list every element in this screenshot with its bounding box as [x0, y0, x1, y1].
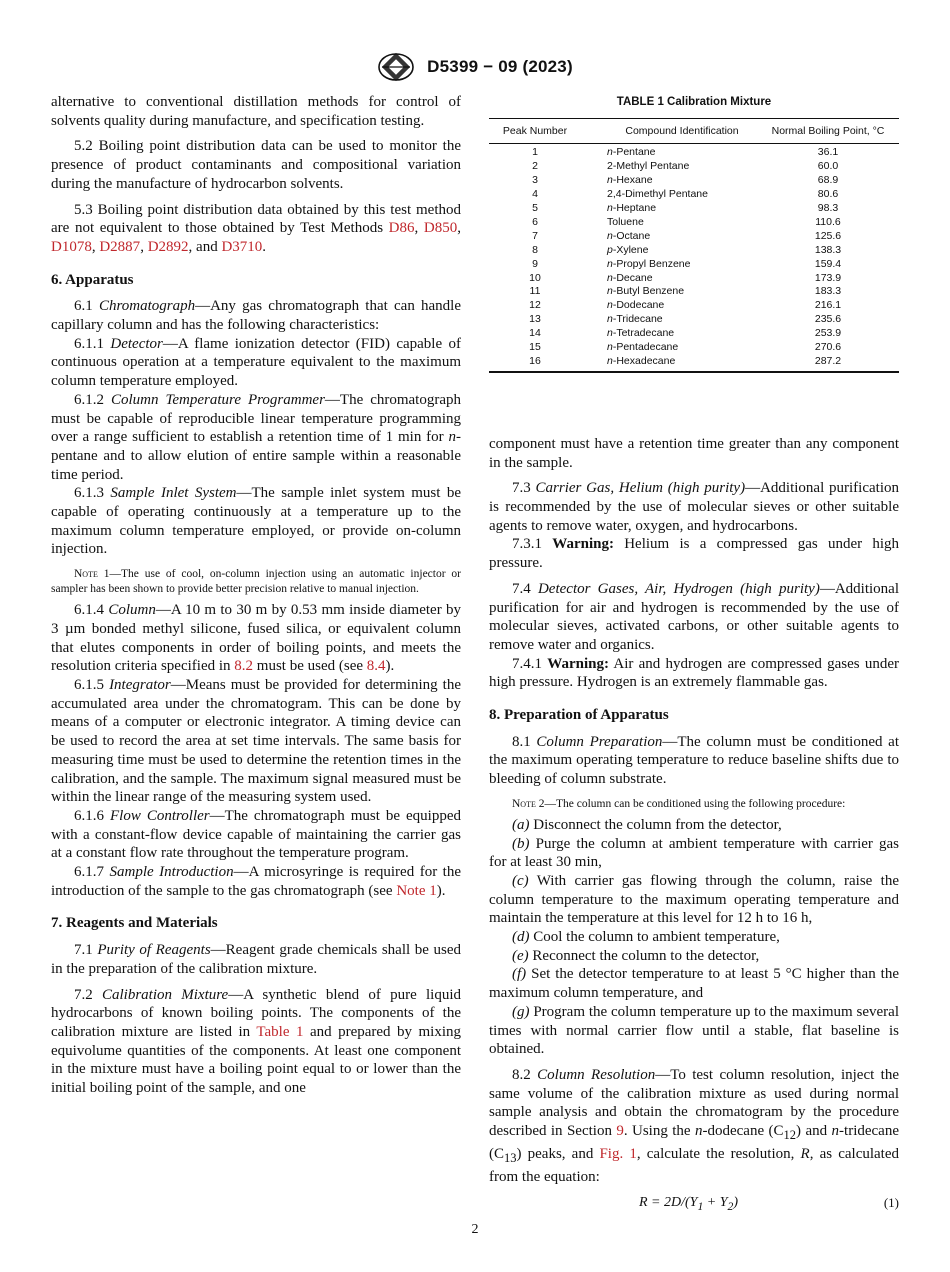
boiling-point-cell: 110.6 — [815, 215, 841, 228]
section-6-heading: 6. Apparatus — [51, 271, 134, 288]
compound-cell — [581, 341, 757, 355]
compound-cell — [581, 174, 757, 188]
compound-cell — [581, 216, 757, 230]
compound-prefix: p — [607, 243, 613, 256]
peak-number-cell: 15 — [529, 341, 541, 354]
paragraph-6-1-4: 6.1.4 Column—A 10 m to 30 m by 0.53 mm inside diameter by 3 µm bonded methyl silicone, fused silica, or equivalent column that elutes components in order of boiling points, and meets the resolution criteria specified in 8.2 must be used (see 8.4). — [51, 602, 462, 675]
table-row — [489, 202, 899, 216]
table-header-row — [489, 118, 899, 144]
compound-cell — [581, 272, 757, 286]
boiling-point-cell: 36.1 — [817, 146, 839, 159]
calibration-table — [489, 118, 899, 373]
compound-prefix: n — [607, 174, 613, 187]
boiling-point-cell: 60.0 — [817, 160, 839, 173]
boiling-point-cell: 216.1 — [814, 299, 842, 312]
table-row — [489, 188, 899, 202]
paragraph-5-1-continued: alternative to conventional distillation methods for control of solvents quality during manufacture, and specification testing. — [51, 94, 461, 129]
page-number: 2 — [471, 1222, 479, 1237]
header-compound: Compound Identification — [581, 118, 757, 144]
header-peak-number: Peak Number — [489, 118, 581, 144]
compound-prefix: n — [607, 299, 613, 312]
boiling-point-cell: 173.9 — [814, 271, 842, 284]
peak-number-cell: 16 — [489, 355, 581, 372]
compound-prefix: n — [607, 202, 613, 215]
peak-number-cell: 5 — [532, 202, 538, 215]
compound-name: -Heptane — [612, 202, 657, 215]
equation-expression: $R = 2D/(Y_1 + Y_2)$ — [639, 1195, 739, 1214]
paragraph-7-4: 7.4 Detector Gases, Air, Hydrogen (high purity)—Additional purification for air and hydrogen is recommended by the use of molecular sieves, activated carbons, or other suitable agents to remove water and organics. — [489, 580, 900, 653]
compound-name: -Dodecane — [612, 299, 665, 312]
peak-number-cell: 14 — [529, 327, 541, 340]
step-b: (b) Purge the column at ambient temperature with carrier gas for at least 30 min, — [489, 835, 899, 871]
boiling-point-cell: 98.3 — [817, 202, 839, 215]
peak-number-cell: 1 — [532, 146, 538, 159]
note-1: Note 1—The use of cool, on-column injection using an automatic injector or sampler has been shown to provide better precision relative to manual injection. — [51, 568, 461, 596]
header-boiling-point: Normal Boiling Point, °C — [757, 118, 899, 144]
compound-name: 2,4-Dimethyl Pentane — [607, 188, 708, 201]
boiling-point-cell: 253.9 — [814, 327, 842, 340]
compound-name: -Hexane — [612, 174, 653, 187]
compound-cell — [581, 230, 757, 244]
equation-number: (1) — [883, 1195, 899, 1211]
table-row — [489, 160, 899, 174]
compound-cell — [581, 188, 757, 202]
peak-number-cell: 4 — [532, 188, 538, 201]
peak-number-cell: 3 — [532, 174, 538, 187]
document-code: D5399 − 09 (2023) — [427, 57, 573, 76]
peak-number-cell: 10 — [529, 271, 541, 284]
table-row — [489, 313, 899, 327]
paragraph-5-2: 5.2 Boiling point distribution data can be used to monitor the presence of product contaminants and compositional variation during the manufacture of hydrocarbon solvents. — [51, 138, 461, 192]
compound-name: -Hexadecane — [612, 355, 676, 367]
left-column — [51, 93, 461, 1098]
compound-name: -Pentadecane — [612, 341, 679, 354]
equation-1 — [489, 1194, 899, 1214]
step-g: (g) Program the column temperature up to the maximum several times with normal carrier flow until a stable, flat baseline is obtained. — [489, 1003, 899, 1058]
compound-prefix: n — [607, 257, 613, 270]
compound-prefix: n — [607, 355, 613, 367]
link-fig-1[interactable]: Fig. 1 — [599, 1145, 637, 1162]
compound-cell — [581, 160, 757, 174]
table-row — [489, 258, 899, 272]
compound-prefix: n — [607, 285, 613, 298]
section-8-heading: 8. Preparation of Apparatus — [489, 707, 669, 724]
right-column — [489, 93, 899, 1214]
table-row — [489, 244, 899, 258]
paragraph-6-1-7: 6.1.7 Sample Introduction—A microsyringe is required for the introduction of the sample to the gas chromatograph (see Note 1). — [51, 864, 462, 899]
table-row — [489, 174, 899, 188]
compound-cell — [581, 327, 757, 341]
paragraph-6-1-5: 6.1.5 Integrator—Means must be provided for determining the accumulated area under the chromatogram. This can be done by means of a computer or electronic integrator. A timing device can be used to record the area at set time intervals. The same basis for measuring time must be used to determine the retention times in the calibration, and the sample. The maximum signal measured must be within the linear range of the measuring system used. — [51, 676, 462, 806]
compound-prefix: n — [607, 146, 613, 159]
boiling-point-cell: 183.3 — [814, 285, 842, 298]
link-d2887[interactable]: D2887 — [99, 238, 141, 255]
link-8-4[interactable]: 8.4 — [366, 658, 386, 675]
boiling-point-cell: 270.6 — [814, 341, 842, 354]
boiling-point-cell: 235.6 — [814, 313, 842, 326]
compound-cell — [581, 202, 757, 216]
boiling-point-cell: 159.4 — [814, 257, 842, 270]
compound-name: -Pentane — [612, 146, 656, 159]
compound-name: Toluene — [607, 215, 644, 228]
compound-name: -Tridecane — [612, 313, 663, 326]
table-row — [489, 341, 899, 355]
link-note-1[interactable]: Note 1 — [396, 882, 437, 899]
paragraph-7-4-1: 7.4.1 Warning: Air and hydrogen are compressed gases under high pressure. Hydrogen is an extremely flammable gas. — [489, 655, 899, 691]
compound-name: 2-Methyl Pentane — [607, 160, 690, 173]
paragraph-7-2: 7.2 Calibration Mixture—A synthetic blend of pure liquid hydrocarbons of known boiling points. The components of the calibration mixture are listed in Table 1 and prepared by mixing equivolume quantities of the components. At least one component in the mixture must have a boiling point equal to or lower than the initial boiling point of the sample, and one — [51, 986, 462, 1097]
astm-logo-icon — [377, 52, 415, 82]
peak-number-cell: 2 — [532, 160, 538, 173]
compound-prefix: n — [607, 271, 613, 284]
page-header — [0, 52, 950, 82]
paragraph-7-1: 7.1 Purity of Reagents—Reagent grade chemicals shall be used in the preparation of the calibration mixture. — [51, 942, 461, 977]
compound-name: -Xylene — [612, 243, 649, 256]
link-d3710[interactable]: D3710 — [221, 238, 263, 255]
paragraph-6-1-2: 6.1.2 Column Temperature Programmer—The chromatograph must be capable of reproducible linear temperature programming over a range sufficient to establish a retention time of 1 min for n-pentane and to allow elution of entire sample within a reasonable time period. — [51, 391, 461, 483]
table-row — [489, 144, 899, 160]
compound-prefix: n — [607, 313, 613, 326]
boiling-point-cell: 138.3 — [814, 243, 842, 256]
compound-name: -Propyl Benzene — [612, 257, 691, 270]
paragraph-7-3-1: 7.3.1 Warning: Helium is a compressed gas under high pressure. — [489, 536, 900, 572]
compound-cell — [581, 285, 757, 299]
peak-number-cell: 7 — [532, 229, 538, 242]
compound-prefix: n — [607, 327, 613, 340]
link-d86[interactable]: D86 — [388, 220, 415, 237]
table-row — [489, 355, 899, 372]
paragraph-6-1-1: 6.1.1 Detector—A flame ionization detector (FID) capable of continuous operation at a temperature equivalent to the maximum column temperature employed. — [51, 335, 461, 390]
boiling-point-cell: 287.2 — [757, 355, 899, 372]
compound-cell — [581, 144, 757, 160]
table-row — [489, 327, 899, 341]
boiling-point-cell: 80.6 — [817, 188, 839, 201]
link-d1078[interactable]: D1078 — [51, 238, 92, 255]
peak-number-cell: 12 — [529, 299, 541, 312]
paragraph-5-3: 5.3 Boiling point distribution data obtained by this test method are not equivalent to those obtained by Test Methods D86, D850, D1078, D2887, D2892, and D3710. — [51, 201, 461, 255]
compound-prefix: n — [607, 229, 613, 242]
paragraph-8-2: 8.2 Column Resolution—To test column resolution, inject the same volume of the calibration mixture as used during normal sample analysis and obtain the chromatogram by the procedure described in Section 9. Using the n-dodecane $(C_{12})$ and n-tridecane $(C_{13})$ peaks, and Fig. 1, calculate the resolution, R, as calculated from the equation: — [489, 1067, 900, 1185]
paragraph-7-2-continued: component must have a retention time greater than any component in the sample. — [489, 435, 899, 471]
paragraph-7-3: 7.3 Carrier Gas, Helium (high purity)—Additional purification is recommended by the use of molecular sieves or other suitable agents to remove water, oxygen, and hydrocarbons. — [489, 480, 899, 534]
table-1-title: TABLE 1 Calibration Mixture — [616, 96, 772, 108]
paragraph-6-1: 6.1 Chromatograph—Any gas chromatograph that can handle capillary column and has the following characteristics: — [51, 298, 461, 334]
boiling-point-cell: 68.9 — [817, 174, 839, 187]
compound-name: -Decane — [612, 271, 653, 284]
link-table-1[interactable]: Table 1 — [256, 1023, 304, 1040]
table-row — [489, 216, 899, 230]
boiling-point-cell: 125.6 — [814, 229, 842, 242]
peak-number-cell: 9 — [532, 257, 538, 270]
step-c: (c) With carrier gas flowing through the column, raise the column temperature to the maximum operating temperature and maintain the temperature at this level for 12 h to 16 h, — [489, 872, 899, 927]
step-e: (e) Reconnect the column to the detector, — [512, 947, 760, 964]
compound-prefix: n — [607, 341, 613, 354]
paragraph-6-1-6: 6.1.6 Flow Controller—The chromatograph must be equipped with a constant-flow device capable of maintaining the carrier gas at a constant flow rate throughout the temperature program. — [51, 807, 461, 862]
peak-number-cell: 11 — [529, 285, 541, 298]
paragraph-6-1-3: 6.1.3 Sample Inlet System—The sample inlet system must be capable of operating continuously at a temperature up to the maximum column temperature employed, or provide on-column injection. — [51, 485, 461, 558]
step-d: (d) Cool the column to ambient temperature, — [512, 929, 780, 946]
compound-name: -Octane — [612, 229, 651, 242]
step-a: (a) Disconnect the column from the detector, — [512, 816, 782, 833]
table-body — [489, 144, 899, 372]
compound-name: -Butyl Benzene — [612, 285, 685, 298]
compound-cell — [581, 244, 757, 258]
link-d2892[interactable]: D2892 — [147, 238, 189, 255]
note-2: Note 2—The column can be conditioned using the following procedure: — [512, 797, 846, 810]
section-7-heading: 7. Reagents and Materials — [51, 915, 218, 932]
table-row — [489, 272, 899, 286]
compound-cell — [581, 258, 757, 272]
peak-number-cell: 8 — [532, 243, 538, 256]
compound-name: -Tetradecane — [612, 327, 675, 340]
compound-cell — [581, 299, 757, 313]
peak-number-cell: 6 — [532, 215, 538, 228]
table-row — [489, 285, 899, 299]
paragraph-8-1: 8.1 Column Preparation—The column must be conditioned at the maximum operating temperature to reduce baseline shifts due to bleeding of column substrate. — [489, 733, 899, 788]
step-f: (f) Set the detector temperature to at least 5 °C higher than the maximum column temperature, and — [489, 966, 899, 1002]
table-row — [489, 299, 899, 313]
peak-number-cell: 13 — [529, 313, 541, 326]
table-row — [489, 230, 899, 244]
compound-cell — [581, 313, 757, 327]
compound-cell — [581, 355, 757, 372]
link-section-9[interactable]: 9 — [616, 1123, 624, 1140]
link-d850[interactable]: D850 — [423, 220, 458, 237]
link-8-2[interactable]: 8.2 — [234, 658, 254, 675]
